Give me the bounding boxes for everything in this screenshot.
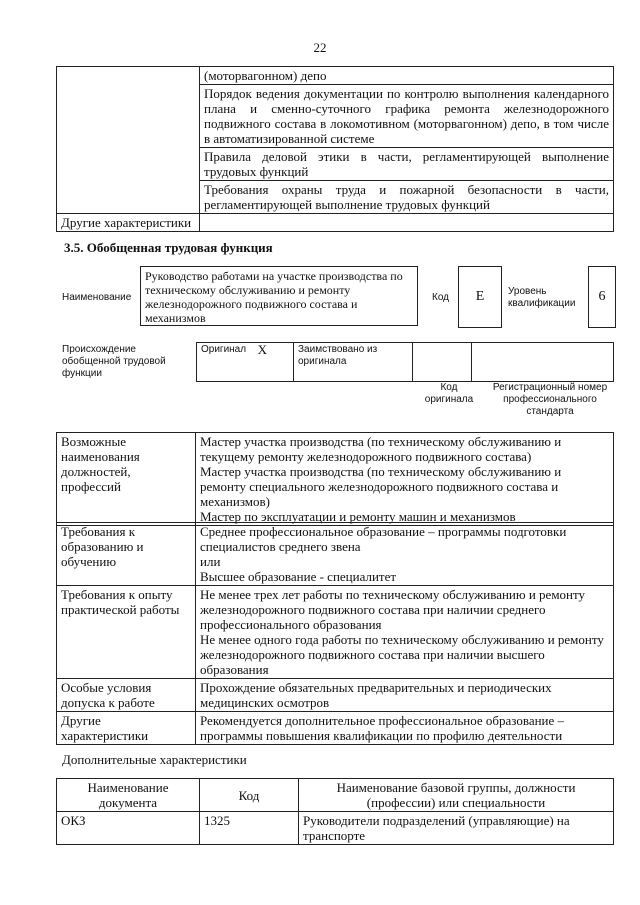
original-mark: X [257, 342, 267, 357]
additional-table [56, 778, 614, 845]
section-title: 3.5. Обобщенная трудовая функция [64, 240, 273, 255]
requirement-row [57, 712, 614, 745]
original-label: Оригинал [201, 344, 247, 355]
name-label: Наименование [62, 292, 132, 303]
requirement-line: Высшее образование - специалитет [200, 569, 397, 584]
positions-values [196, 433, 614, 526]
knowledge-item: Требования охраны труда и пожарной безопасности в части, регламентирующей выполнение трудовых функций [200, 181, 614, 214]
reg-number-cell [472, 343, 614, 382]
qualification-level-box: 6 [588, 266, 616, 328]
requirement-value [196, 679, 614, 712]
header-group: Наименование базовой группы, должности (профессии) или специальности [299, 779, 614, 812]
additional-title: Дополнительные характеристики [62, 752, 247, 767]
requirement-value [196, 712, 614, 745]
positions-label: Возможные наименования должностей, профессий [57, 433, 196, 526]
knowledge-item: Правила деловой этики в части, регламентирующей выполнение трудовых функций [200, 148, 614, 181]
page-number: 22 [313, 40, 327, 55]
knowledge-item: Порядок ведения документации по контролю выполнения календарного плана и сменно-суточного графика ремонта железнодорожного подвижного состава в локомотивном (моторвагонном) депо, в том числе в автоматизированной системе [200, 85, 614, 148]
requirement-line: Не менее трех лет работы по техническому обслуживанию и ремонту железнодорожного подвижного состава при наличии среднего профессионального образования [200, 587, 586, 632]
requirement-line: или [200, 554, 221, 569]
header-document: Наименование документа [57, 779, 200, 812]
requirement-value [196, 586, 614, 679]
position-line: Мастер по эксплуатации и ремонту машин и механизмов [200, 509, 516, 524]
row-code: 1325 [200, 812, 299, 845]
requirements-table [56, 522, 614, 745]
row-document: ОКЗ [57, 812, 200, 845]
function-name-box: Руководство работами на участке производства по техническому обслуживанию и ремонту железнодорожного подвижного состава и механизмов [140, 266, 418, 326]
requirement-row [57, 523, 614, 586]
additional-header-row [57, 779, 614, 812]
origin-table [196, 342, 614, 382]
original-code-cell [413, 343, 472, 382]
function-code-box: E [458, 266, 502, 328]
row-group: Руководители подразделений (управляющие) на транспорте [299, 812, 614, 845]
original-cell [197, 343, 294, 382]
level-label: Уровень квалификации [508, 286, 576, 309]
code-label: Код [432, 292, 450, 303]
requirement-line: Не менее одного года работы по техническому обслуживанию и ремонту железнодорожного подвижного состава при наличии высшего образования [200, 632, 604, 677]
position-line: Мастер участка производства (по техническому обслуживанию и ремонту специального железнодорожного подвижного состава и механизмов) [200, 464, 562, 509]
positions-table [56, 432, 614, 526]
borrowed-cell: Заимствовано из оригинала [294, 343, 413, 382]
requirement-label: Другие характеристики [57, 712, 196, 745]
requirement-label: Требования к образованию и обучению [57, 523, 196, 586]
other-characteristics-label: Другие характеристики [57, 214, 200, 232]
requirement-line: Рекомендуется дополнительное профессиональное образование – программы повышения квалификации по профилю деятельности [200, 713, 565, 743]
requirement-row [57, 679, 614, 712]
requirement-label: Особые условия допуска к работе [57, 679, 196, 712]
reg-number-caption: Регистрационный номер профессионального стандарта [492, 382, 608, 417]
other-characteristics-value [200, 214, 614, 232]
requirement-line: Среднее профессиональное образование – программы подготовки специалистов среднего звена [200, 524, 567, 554]
header-code: Код [200, 779, 299, 812]
original-code-caption: Код оригинала [424, 382, 474, 405]
knowledge-label-cell [57, 67, 200, 214]
knowledge-continuation: (моторвагонном) депо [200, 67, 614, 85]
table-row [57, 812, 614, 845]
origin-label: Происхождение обобщенной трудовой функции [62, 344, 166, 379]
requirement-row [57, 586, 614, 679]
requirement-line: Прохождение обязательных предварительных и периодических медицинских осмотров [200, 680, 552, 710]
requirement-label: Требования к опыту практической работы [57, 586, 196, 679]
knowledge-table [56, 66, 614, 232]
requirement-value [196, 523, 614, 586]
position-line: Мастер участка производства (по техническому обслуживанию и текущему ремонту железнодорожного подвижного состава) [200, 434, 562, 464]
